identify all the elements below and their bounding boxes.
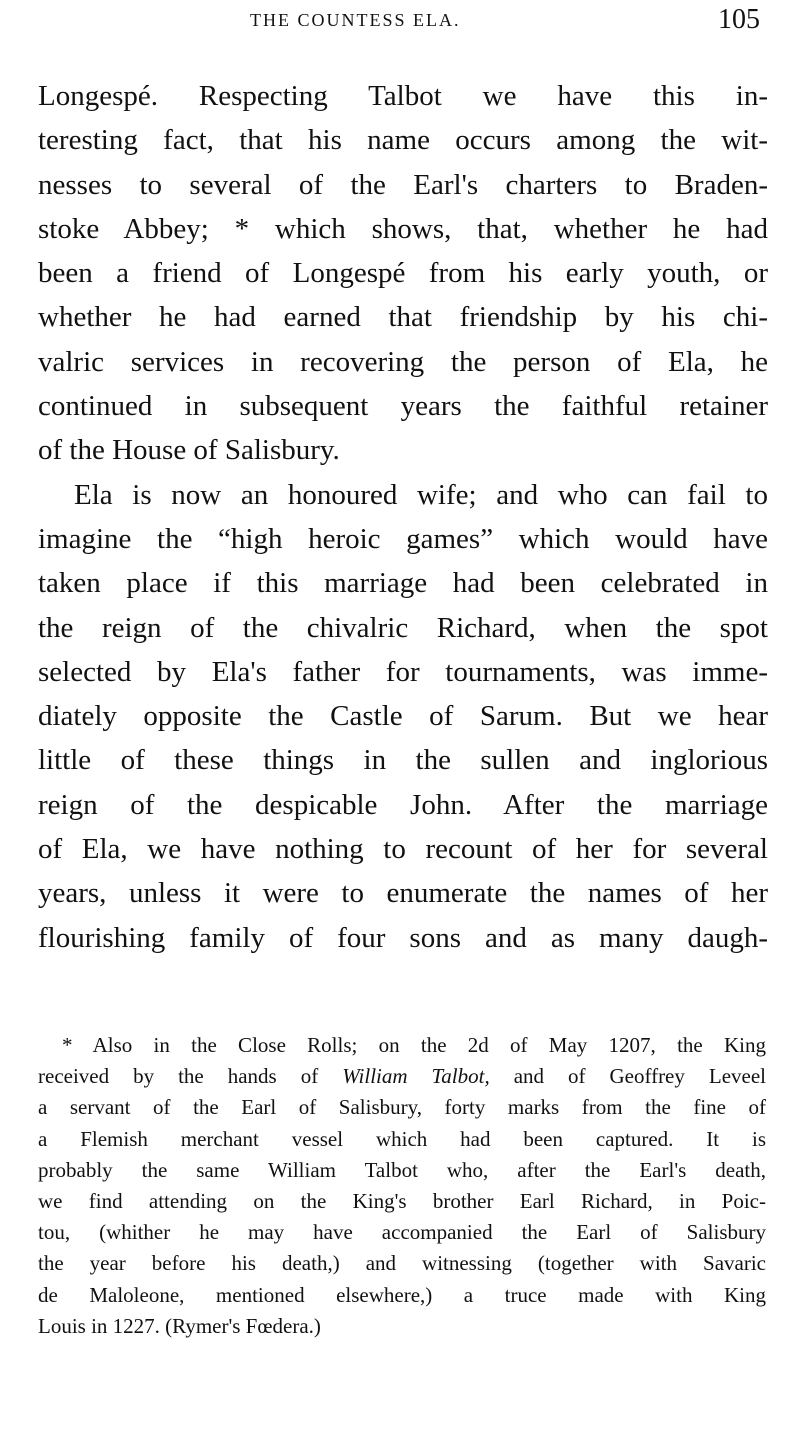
footnote-text: received by the hands of [38, 1064, 343, 1089]
text-line: reign of the despicable John. After the marriage [38, 788, 768, 821]
footnote-line: the year before his death,) and witnessing (together with Savaric [38, 1251, 766, 1276]
text-line: been a friend of Longespé from his early youth, or [38, 257, 768, 290]
footnote-text: and of Geoffrey Leveel [489, 1064, 766, 1089]
page-header [0, 0, 800, 40]
footnote-line [38, 1061, 766, 1092]
footnote-italic-name: Talbot, [431, 1064, 490, 1089]
footnote-line: Louis in 1227. (Rymer's Fœdera.) [38, 1313, 321, 1338]
footnote-line: we find attending on the King's brother Earl Richard, in Poic- [38, 1188, 766, 1213]
paragraph-start-line: Ela is now an honoured wife; and who can fail to [74, 478, 768, 511]
text-line: stoke Abbey; * which shows, that, whether he had [38, 212, 768, 245]
text-line: nesses to several of the Earl's charters to Braden- [38, 168, 768, 201]
main-text [38, 74, 768, 960]
footnote-italic-name: William [342, 1064, 408, 1089]
footnote-line: a Flemish merchant vessel which had been captured. It is [38, 1126, 766, 1151]
footnote-line: * Also in the Close Rolls; on the 2d of May 1207, the King [62, 1033, 766, 1057]
text-line: imagine the “high heroic games” which would have [38, 522, 768, 555]
text-line: diately opposite the Castle of Sarum. But we hear [38, 700, 768, 733]
text-line: selected by Ela's father for tournaments, was imme- [38, 655, 768, 688]
footnote-space [408, 1064, 432, 1088]
footnote-line: tou, (whither he may have accompanied the Earl of Salisbury [38, 1220, 766, 1245]
text-line: Longespé. Respecting Talbot we have this in- [38, 80, 768, 112]
text-line: whether he had earned that friendship by his chi- [38, 301, 768, 334]
text-line: of the House of Salisbury. [38, 434, 340, 467]
text-line: of Ela, we have nothing to recount of her for several [38, 833, 768, 866]
running-title: THE COUNTESS ELA. [250, 10, 461, 30]
text-line: years, unless it were to enumerate the names of her [38, 877, 768, 910]
text-line: teresting fact, that his name occurs among the wit- [38, 124, 768, 157]
text-line: the reign of the chivalric Richard, when the spot [38, 611, 768, 644]
page-number: 105 [718, 4, 760, 35]
text-line: flourishing family of four sons and as many daugh- [38, 921, 768, 954]
text-line: little of these things in the sullen and inglorious [38, 744, 768, 777]
footnote-line: a servant of the Earl of Salisbury, forty marks from the fine of [38, 1095, 766, 1120]
footnote-line: de Maloleone, mentioned elsewhere,) a truce made with King [38, 1282, 766, 1307]
text-line: taken place if this marriage had been celebrated in [38, 567, 768, 600]
text-line: continued in subsequent years the faithful retainer [38, 390, 768, 423]
footnote [38, 1030, 766, 1342]
text-line: valric services in recovering the person of Ela, he [38, 345, 768, 378]
footnote-line: probably the same William Talbot who, after the Earl's death, [38, 1157, 766, 1182]
